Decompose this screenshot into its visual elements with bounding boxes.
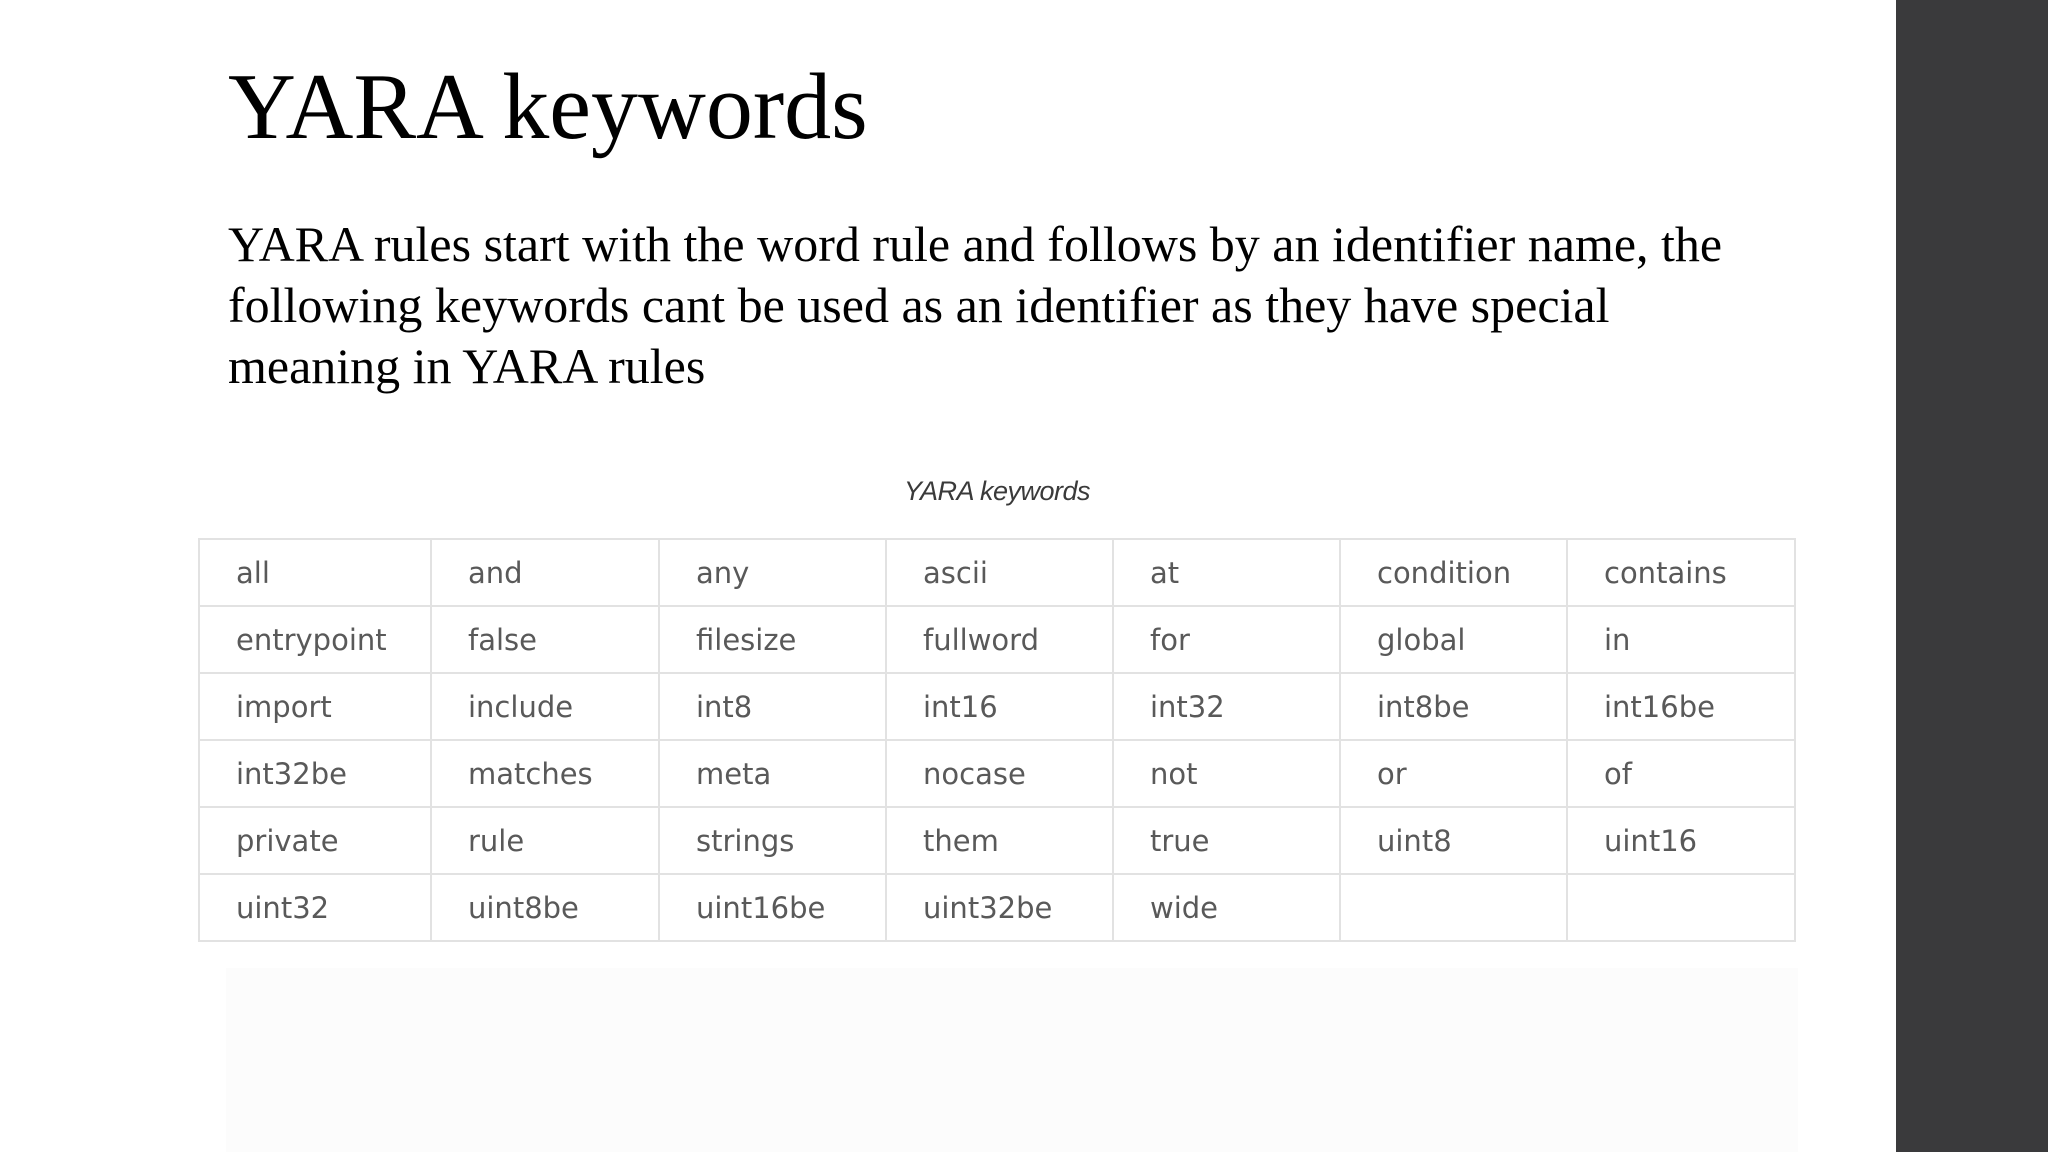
keyword-cell: all [199,539,431,606]
keyword-cell: meta [659,740,886,807]
keyword-cell: entrypoint [199,606,431,673]
table-row [199,807,1795,874]
keyword-cell: them [886,807,1113,874]
keyword-cell: wide [1113,874,1340,941]
keyword-cell: fullword [886,606,1113,673]
keyword-cell: include [431,673,659,740]
slide-title: YARA keywords [228,55,868,159]
keyword-cell: uint32be [886,874,1113,941]
keyword-table-image [198,466,1798,1152]
keyword-cell: uint8be [431,874,659,941]
keyword-cell: in [1567,606,1795,673]
keyword-cell: of [1567,740,1795,807]
keyword-table-body [199,539,1795,941]
keyword-cell: not [1113,740,1340,807]
table-row [199,606,1795,673]
table-caption: YARA keywords [903,476,1091,506]
keyword-table [198,538,1796,942]
keyword-cell: private [199,807,431,874]
keyword-cell: condition [1340,539,1567,606]
keyword-cell: true [1113,807,1340,874]
keyword-cell: int8be [1340,673,1567,740]
keyword-cell: uint16 [1567,807,1795,874]
keyword-cell: import [199,673,431,740]
keyword-cell: at [1113,539,1340,606]
keyword-cell: global [1340,606,1567,673]
image-background [226,968,1798,1152]
keyword-cell: or [1340,740,1567,807]
table-row [199,740,1795,807]
keyword-cell: int8 [659,673,886,740]
keyword-cell: matches [431,740,659,807]
keyword-cell: contains [1567,539,1795,606]
keyword-cell [1567,874,1795,941]
slide-body-text: YARA rules start with the word rule and follows by an identifier name, the following keywords cant be used as an identifier as they have special meaning in YARA rules [228,216,1723,394]
keyword-cell: strings [659,807,886,874]
keyword-cell: ascii [886,539,1113,606]
table-row [199,673,1795,740]
side-accent-bar [1896,0,2048,1152]
keyword-cell: rule [431,807,659,874]
keyword-cell: false [431,606,659,673]
keyword-cell: and [431,539,659,606]
table-row [199,874,1795,941]
keyword-cell: uint8 [1340,807,1567,874]
keyword-cell: nocase [886,740,1113,807]
keyword-cell: filesize [659,606,886,673]
keyword-cell: int32be [199,740,431,807]
table-row [199,539,1795,606]
keyword-cell: int32 [1113,673,1340,740]
keyword-cell: uint32 [199,874,431,941]
keyword-cell: any [659,539,886,606]
keyword-cell: int16be [1567,673,1795,740]
keyword-cell: uint16be [659,874,886,941]
keyword-cell: int16 [886,673,1113,740]
keyword-cell: for [1113,606,1340,673]
keyword-cell [1340,874,1567,941]
